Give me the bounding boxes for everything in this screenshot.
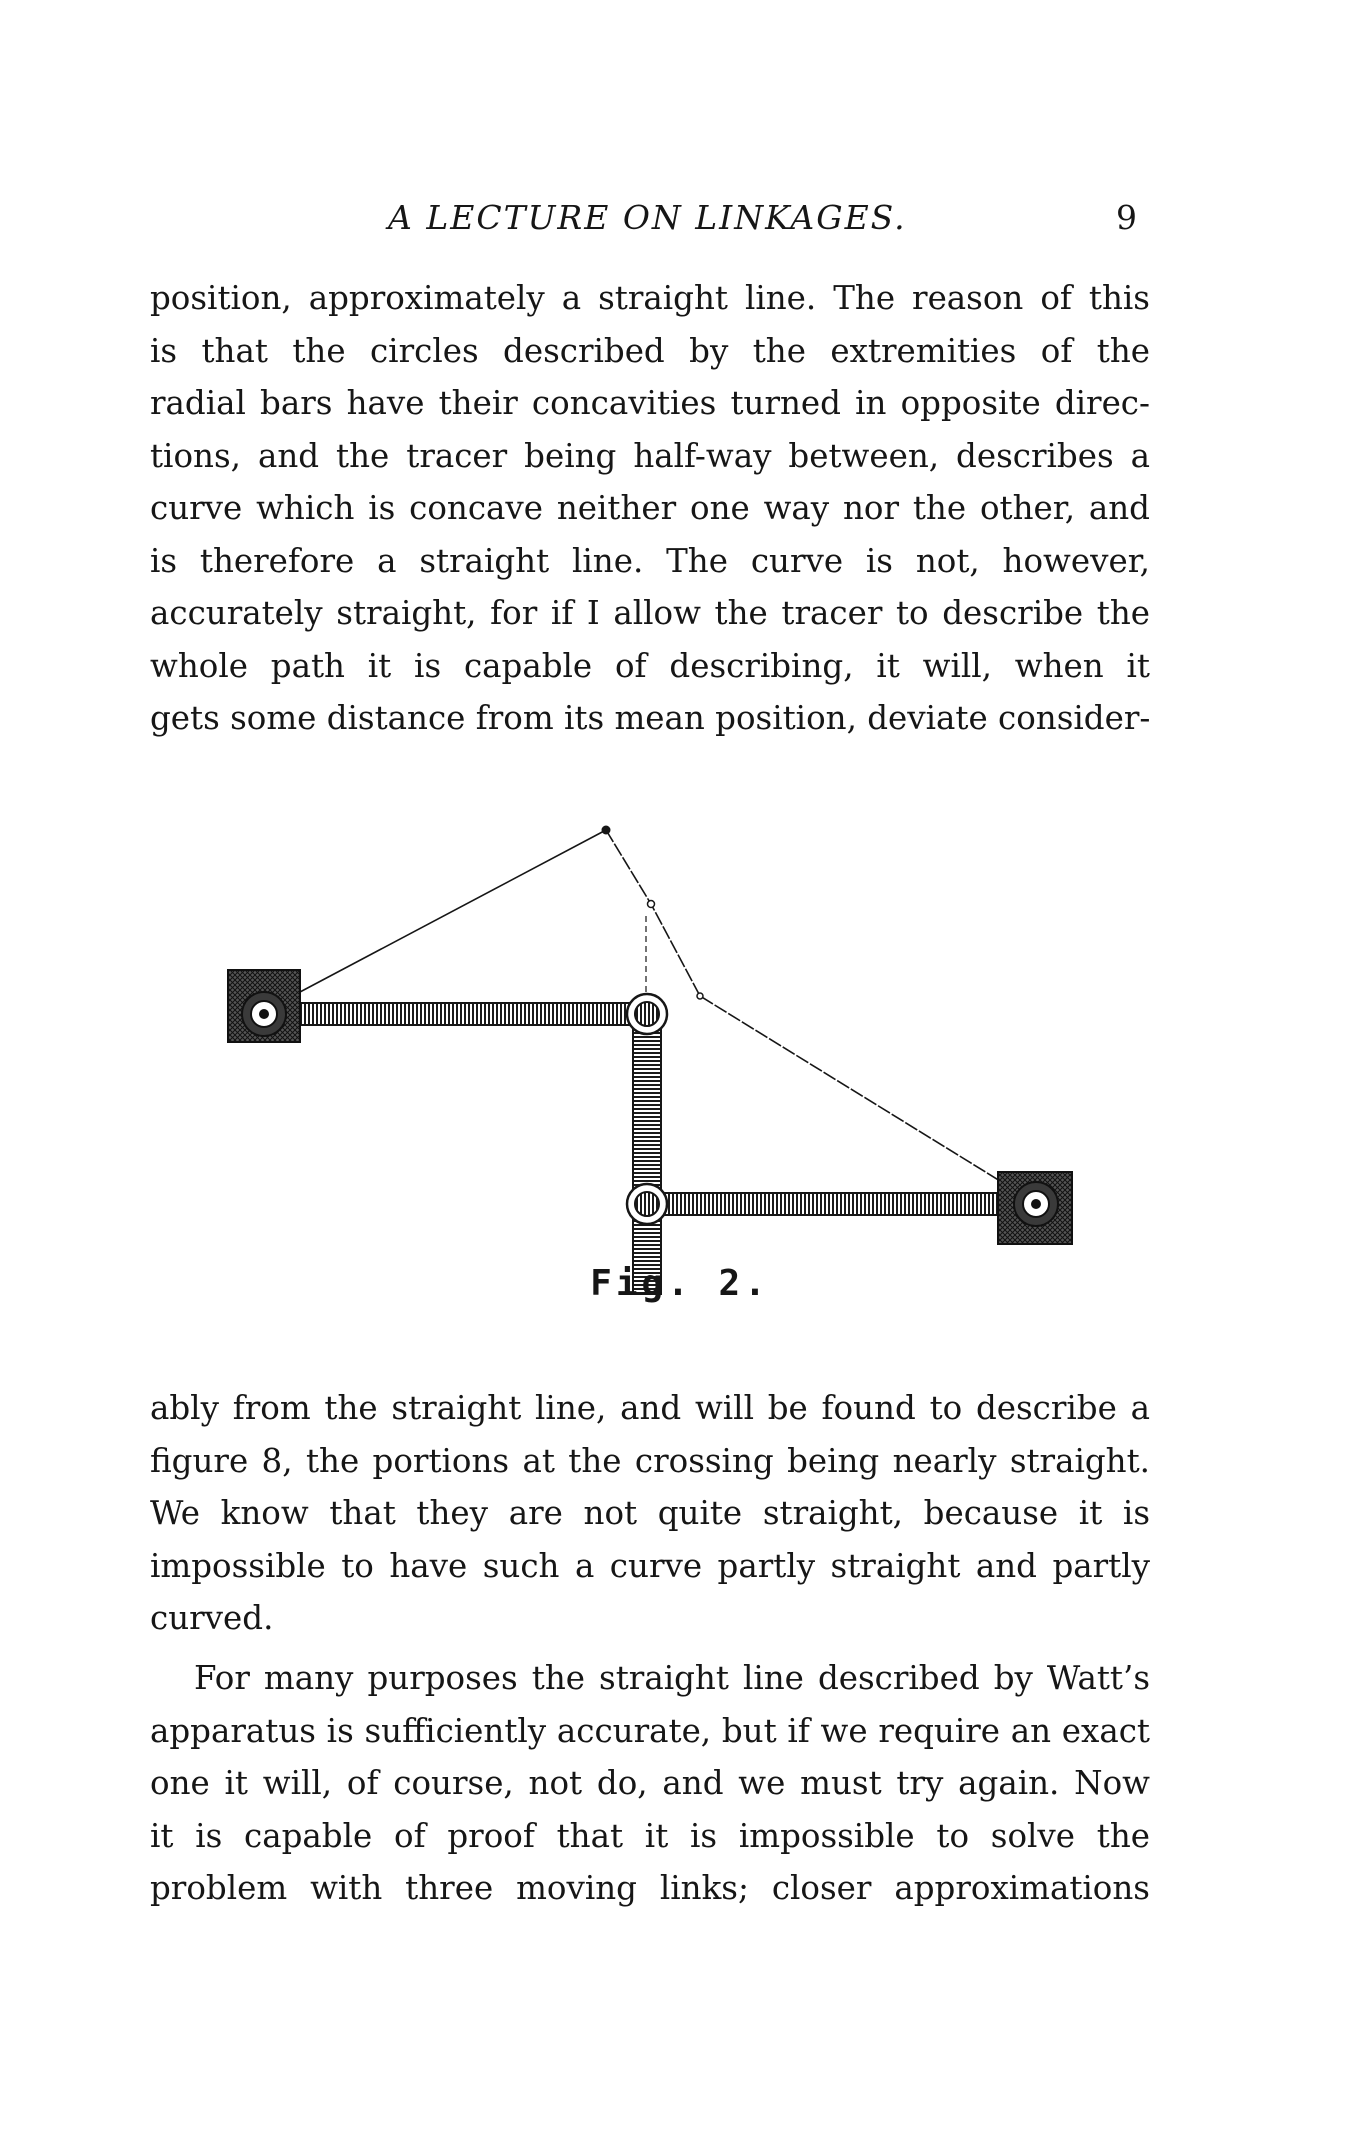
text-line: For many purposes the straight line described by Watt’s [194,1659,1150,1697]
left-fixed-bearing [228,970,300,1042]
page-header [0,198,1360,242]
page-number: 9 [1116,198,1137,237]
linkage-figure [0,820,1360,1300]
tracer-point [602,826,611,835]
right-bearing-center [1031,1199,1041,1209]
left-bar [295,1003,640,1025]
lower-joint [627,1184,667,1224]
right-radial-bar [655,1193,1005,1215]
text-line: whole path it is capable of describing, it will, when it [150,646,1150,685]
text-line: impossible to have such a curve partly straight and partly [150,1546,1150,1585]
paragraph-1 [150,272,1150,745]
linkage-diagram [0,820,1360,1300]
text-line: is therefore a straight line. The curve is not, however, [150,541,1150,580]
pivot-point [697,993,703,999]
paragraph-2 [150,1382,1150,1645]
text-line: curve which is concave neither one way nor the other, and [150,489,1150,527]
upper-joint-pin [635,1002,659,1026]
left-tracer-line [300,830,606,992]
left-radial-bar [295,1003,640,1025]
text-line: apparatus is sufficiently accurate, but if we require an exact [150,1711,1150,1750]
text-line: it is capable of proof that it is impossible to solve the [150,1816,1150,1855]
text-line: curved. [150,1599,274,1637]
text-line: tions, and the tracer being half-way between, describes a [150,436,1150,475]
paragraph-3 [150,1652,1150,1915]
running-title: A LECTURE ON LINKAGES. [388,198,907,237]
text-line: position, approximately a straight line. The reason of this [150,279,1150,317]
text-line: is that the circles described by the extremities of the [150,331,1150,370]
upper-joint [627,994,667,1034]
connecting-link [633,1014,661,1294]
vertical-link [633,1014,661,1294]
text-line: We know that they are not quite straight, because it is [150,1494,1150,1532]
text-line: problem with three moving links; closer approximations [150,1869,1150,1907]
left-bearing-center [259,1009,269,1019]
text-line: gets some distance from its mean position, deviate consider- [150,699,1150,737]
text-line: radial bars have their concavities turned in opposite direc- [150,384,1150,422]
lower-joint-pin [635,1192,659,1216]
right-fixed-bearing [998,1172,1072,1244]
figure-caption: Fig. 2. [590,1263,770,1304]
text-line: one it will, of course, not do, and we must try again. Now [150,1764,1150,1802]
text-line: figure 8, the portions at the crossing being nearly straight. [150,1441,1150,1480]
text-line: ably from the straight line, and will be found to describe a [150,1389,1150,1427]
pivot-point [648,901,655,908]
right-bar [655,1193,1005,1215]
text-line: accurately straight, for if I allow the tracer to describe the [150,594,1150,632]
